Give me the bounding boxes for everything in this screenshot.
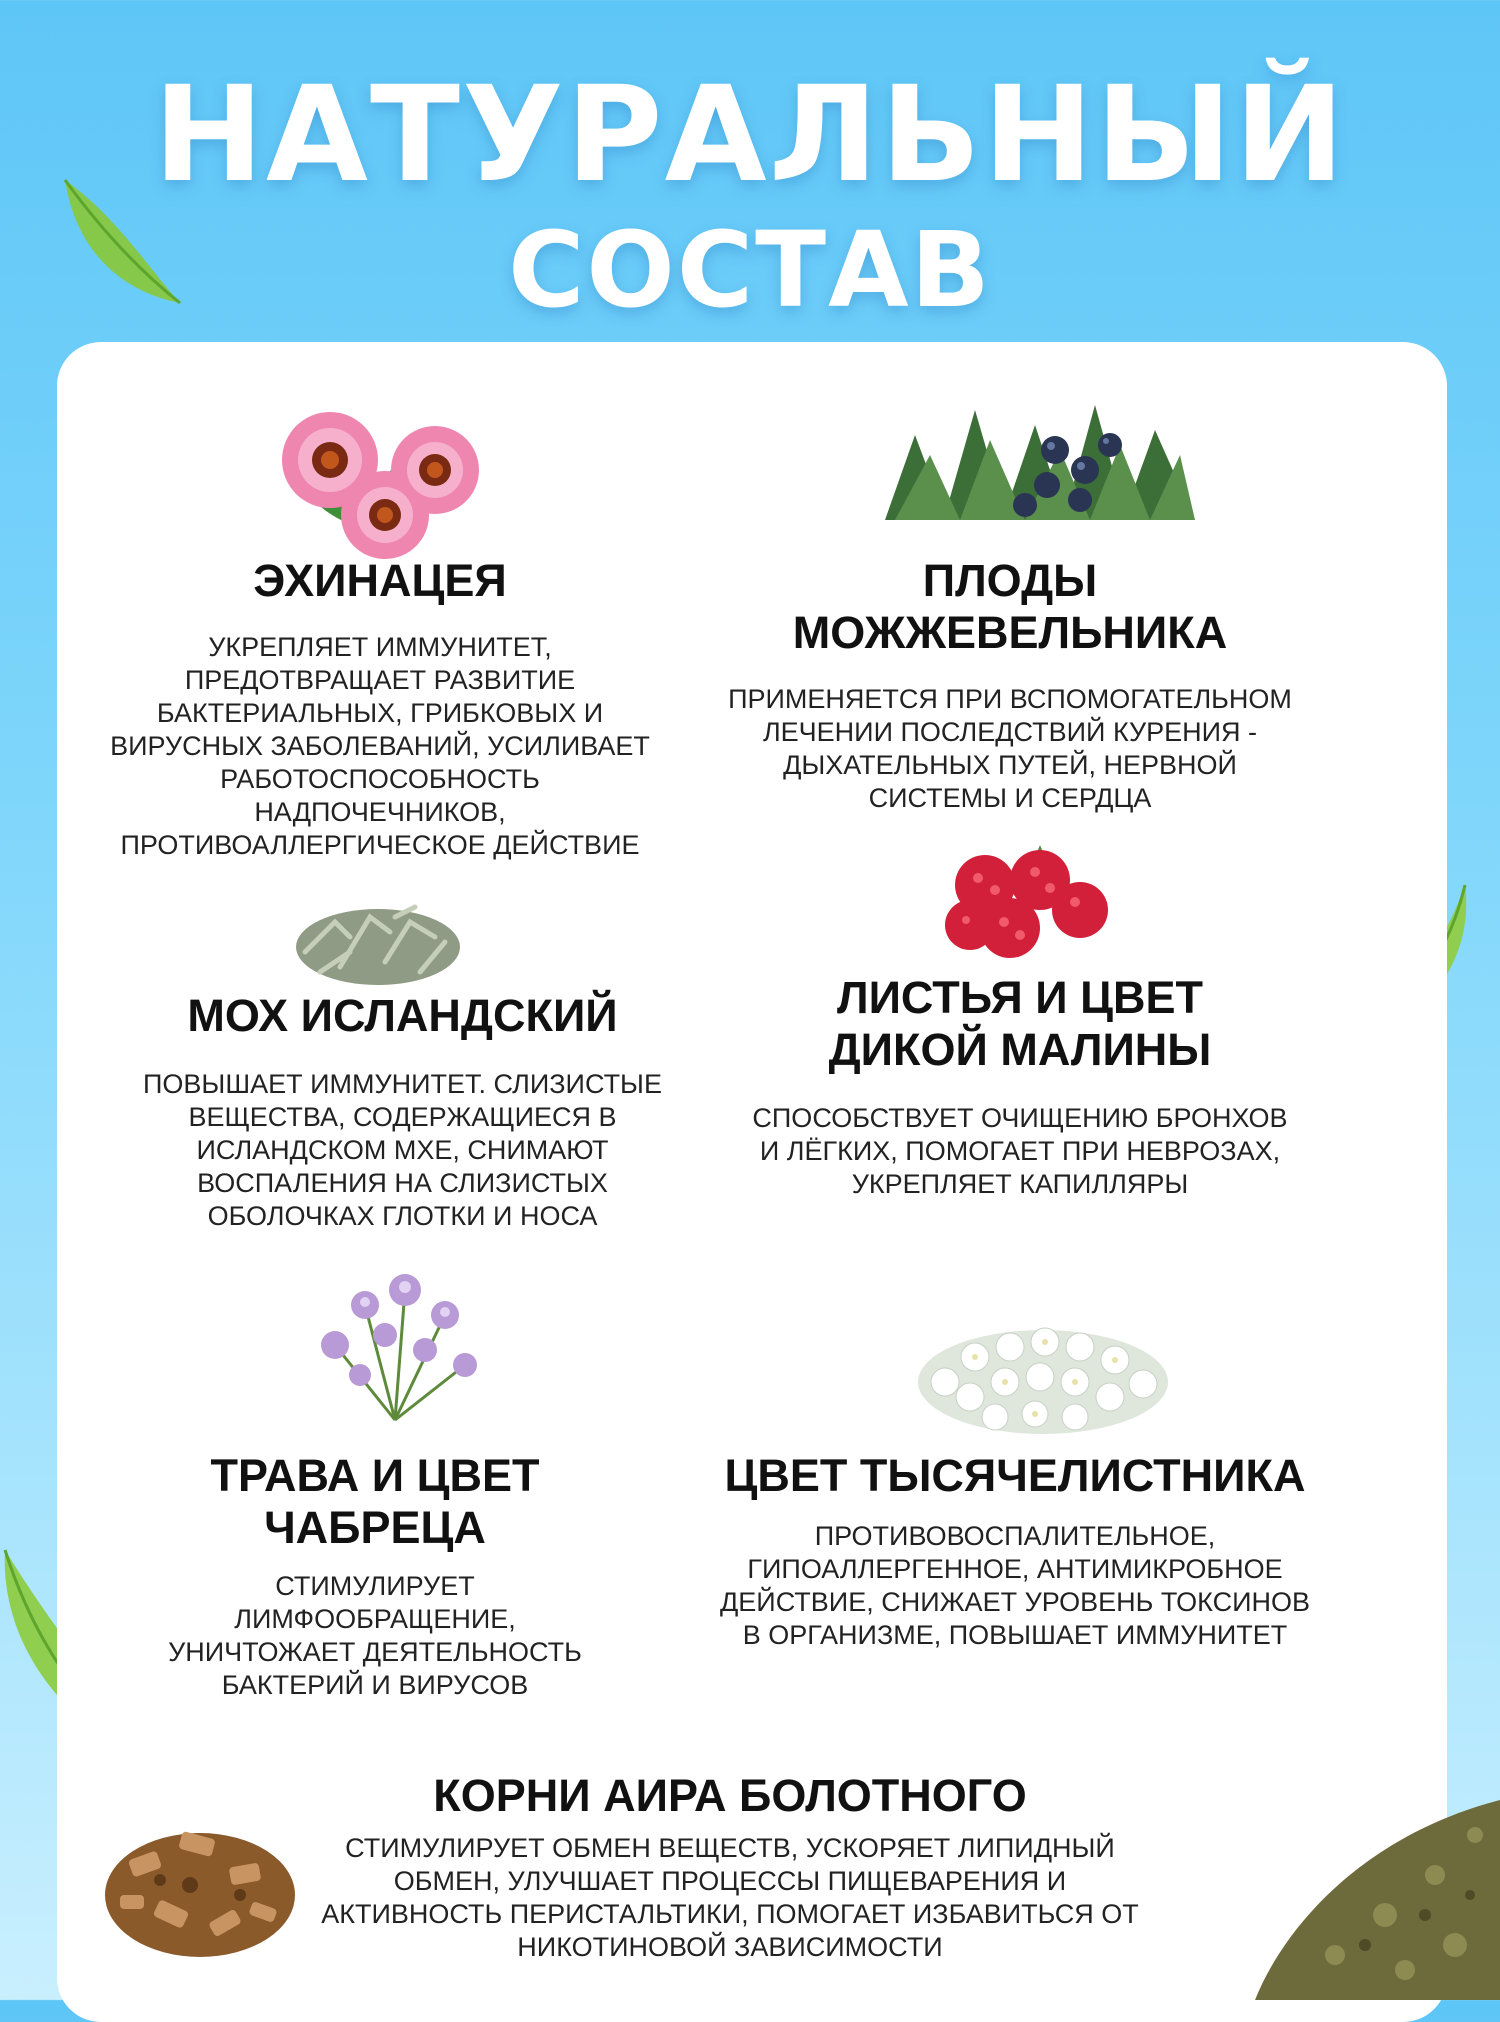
ingredient-yarrow (715, 1450, 1315, 1652)
echinacea-flowers-icon (270, 400, 490, 560)
ingredient-moss (120, 990, 685, 1233)
calamus-title: КОРНИ АИРА БОЛОТНОГО (433, 1770, 1027, 1821)
moss-title: МОХ ИСЛАНДСКИЙ (187, 990, 618, 1041)
juniper-description: ПРИМЕНЯЕТСЯ ПРИ ВСПОМОГАТЕЛЬНОМ ЛЕЧЕНИИ ПОСЛЕДСТВИЙ КУРЕНИЯ - ДЫХАТЕЛЬНЫХ ПУТЕЙ, НЕРВНОЙ СИСТЕМЫ И СЕРДЦА (728, 684, 1292, 813)
ingredient-thyme (160, 1450, 590, 1702)
raspberry-description: СПОСОБСТВУЕТ ОЧИЩЕНИЮ БРОНХОВ И ЛЁГКИХ, ПОМОГАЕТ ПРИ НЕВРОЗАХ, УКРЕПЛЯЕТ КАПИЛЛЯРЫ (752, 1103, 1288, 1199)
yarrow-title: ЦВЕТ ТЫСЯЧЕЛИСТНИКА (724, 1450, 1306, 1501)
thyme-description: СТИМУЛИРУЕТ ЛИМФООБРАЩЕНИЕ, УНИЧТОЖАЕТ ДЕЯТЕЛЬНОСТЬ БАКТЕРИЙ И ВИРУСОВ (168, 1571, 582, 1700)
yarrow-flowers-icon (915, 1322, 1170, 1437)
juniper-berries-icon (875, 395, 1205, 530)
iceland-moss-icon (290, 892, 465, 992)
dried-roots-icon (100, 1795, 300, 1965)
dried-herbs-icon (1255, 1775, 1500, 2000)
echinacea-description: УКРЕПЛЯЕТ ИММУНИТЕТ, ПРЕДОТВРАЩАЕТ РАЗВИТИЕ БАКТЕРИАЛЬНЫХ, ГРИБКОВЫХ И ВИРУСНЫХ ЗАБОЛЕВАНИЙ, УСИЛИВАЕТ РАБОТОСПОСОБНОСТЬ НАДПОЧЕЧНИКОВ, ПРОТИВОАЛЛЕРГИЧЕСКОЕ ДЕЙСТВИЕ (110, 632, 650, 860)
page-title-line1: НАТУРАЛЬНЫЙ (153, 58, 1347, 212)
yarrow-description: ПРОТИВОВОСПАЛИТЕЛЬНОЕ, ГИПОАЛЛЕРГЕННОЕ, АНТИМИКРОБНОЕ ДЕЙСТВИЕ, СНИЖАЕТ УРОВЕНЬ ТОКСИНОВ В ОРГАНИЗМЕ, ПОВЫШАЕТ ИММУНИТЕТ (720, 1521, 1310, 1650)
raspberries-icon (940, 840, 1115, 965)
calamus-description: СТИМУЛИРУЕТ ОБМЕН ВЕЩЕСТВ, УСКОРЯЕТ ЛИПИДНЫЙ ОБМЕН, УЛУЧШАЕТ ПРОЦЕССЫ ПИЩЕВАРЕНИЯ И АКТИВНОСТЬ ПЕРИСТАЛЬТИКИ, ПОМОГАЕТ ИЗБАВИТЬСЯ ОТ НИКОТИНОВОЙ ЗАВИСИМОСТИ (321, 1833, 1139, 1962)
page-title-line2: СОСТАВ (508, 209, 992, 331)
ingredient-raspberry (740, 972, 1300, 1201)
echinacea-title: ЭХИНАЦЕЯ (253, 555, 507, 606)
juniper-title: ПЛОДЫ МОЖЖЕВЕЛЬНИКА (792, 555, 1228, 658)
moss-description: ПОВЫШАЕТ ИММУНИТЕТ. СЛИЗИСТЫЕ ВЕЩЕСТВА, СОДЕРЖАЩИЕСЯ В ИСЛАНДСКОМ МХЕ, СНИМАЮТ ВОСПАЛЕНИЯ НА СЛИЗИСТЫХ ОБОЛОЧКАХ ГЛОТКИ И НОСА (143, 1069, 662, 1231)
thyme-flowers-icon (305, 1265, 485, 1425)
thyme-title: ТРАВА И ЦВЕТ ЧАБРЕЦА (210, 1450, 540, 1553)
raspberry-title: ЛИСТЬЯ И ЦВЕТ ДИКОЙ МАЛИНЫ (828, 972, 1212, 1075)
ingredient-juniper (720, 555, 1300, 815)
ingredient-echinacea (110, 555, 650, 862)
